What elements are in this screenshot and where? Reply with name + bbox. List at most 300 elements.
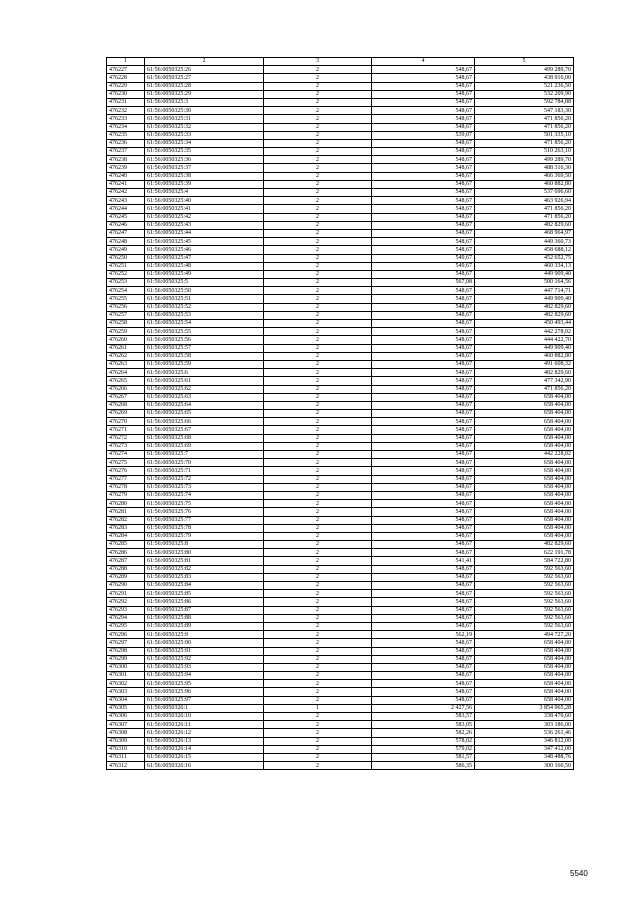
table-row: [107, 434, 574, 442]
area-cell: 548,67: [372, 328, 475, 336]
type-cell: 2: [264, 573, 372, 581]
area-cell: 548,67: [372, 172, 475, 180]
cadastral-number-cell: 61:56:0050325:35: [145, 148, 264, 156]
value-cell: 658 404,00: [475, 524, 574, 532]
area-cell: 548,67: [372, 303, 475, 311]
cadastral-number-cell: 61:56:0050325:88: [145, 614, 264, 622]
cadastral-number-cell: 61:56:0050326:16: [145, 762, 264, 770]
row-id-cell: 476279: [107, 491, 145, 499]
type-cell: 2: [264, 500, 372, 508]
area-cell: 548,67: [372, 139, 475, 147]
area-cell: 548,67: [372, 655, 475, 663]
cadastral-number-cell: 61:56:0050325:63: [145, 393, 264, 401]
type-cell: 2: [264, 98, 372, 106]
row-id-cell: 476283: [107, 524, 145, 532]
table-row: [107, 459, 574, 467]
cadastral-number-cell: 61:56:0050325:66: [145, 418, 264, 426]
value-cell: 500 164,56: [475, 279, 574, 287]
type-cell: 2: [264, 82, 372, 90]
table-row: [107, 156, 574, 164]
area-cell: 548,67: [372, 287, 475, 295]
type-cell: 2: [264, 451, 372, 459]
cadastral-number-cell: 61:56:0050325:62: [145, 385, 264, 393]
type-cell: 2: [264, 311, 372, 319]
row-id-cell: 476307: [107, 721, 145, 729]
value-cell: 347 412,00: [475, 745, 574, 753]
cadastral-number-cell: 61:56:0050325:73: [145, 483, 264, 491]
area-cell: 548,67: [372, 295, 475, 303]
type-cell: 2: [264, 721, 372, 729]
cadastral-number-cell: 61:56:0050325:50: [145, 287, 264, 295]
value-cell: 658 404,00: [475, 410, 574, 418]
value-cell: 592 563,60: [475, 614, 574, 622]
cadastral-number-cell: 61:56:0050325:8: [145, 541, 264, 549]
cadastral-number-cell: 61:56:0050326:10: [145, 713, 264, 721]
value-cell: 348 488,76: [475, 753, 574, 761]
table-row: [107, 262, 574, 270]
area-cell: 548,67: [372, 516, 475, 524]
row-id-cell: 476310: [107, 745, 145, 753]
area-cell: 548,67: [372, 426, 475, 434]
cadastral-number-cell: 61:56:0050325:68: [145, 434, 264, 442]
cadastral-number-cell: 61:56:0050325:41: [145, 205, 264, 213]
cadastral-number-cell: 61:56:0050325:31: [145, 115, 264, 123]
type-cell: 2: [264, 320, 372, 328]
area-cell: 548,67: [372, 352, 475, 360]
row-id-cell: 476302: [107, 680, 145, 688]
table-row: [107, 483, 574, 491]
cadastral-number-cell: 61:56:0050325:61: [145, 377, 264, 385]
area-cell: 548,67: [372, 573, 475, 581]
cadastral-number-cell: 61:56:0050325:5: [145, 279, 264, 287]
value-cell: 658 404,00: [475, 516, 574, 524]
cadastral-number-cell: 61:56:0050325:69: [145, 442, 264, 450]
value-cell: 658 404,00: [475, 491, 574, 499]
area-cell: 549,67: [372, 262, 475, 270]
cadastral-number-cell: 61:56:0050325:36: [145, 156, 264, 164]
table-row: [107, 254, 574, 262]
cadastral-number-cell: 61:56:0050326:11: [145, 721, 264, 729]
table-row: [107, 418, 574, 426]
type-cell: 2: [264, 688, 372, 696]
cadastral-number-cell: 61:56:0050325:40: [145, 197, 264, 205]
type-cell: 2: [264, 680, 372, 688]
table-row: [107, 524, 574, 532]
value-cell: 468 964,97: [475, 229, 574, 237]
type-cell: 2: [264, 508, 372, 516]
value-cell: 658 404,00: [475, 401, 574, 409]
row-id-cell: 476260: [107, 336, 145, 344]
area-cell: 586,35: [372, 762, 475, 770]
type-cell: 2: [264, 393, 372, 401]
type-cell: 2: [264, 254, 372, 262]
row-id-cell: 476236: [107, 139, 145, 147]
area-cell: 579,02: [372, 745, 475, 753]
value-cell: 300 160,50: [475, 762, 574, 770]
table-row: [107, 328, 574, 336]
cadastral-number-cell: 61:56:0050325:26: [145, 66, 264, 74]
cadastral-number-cell: 61:56:0050326:14: [145, 745, 264, 753]
value-cell: 482 829,60: [475, 311, 574, 319]
value-cell: 3 854 965,28: [475, 704, 574, 712]
type-cell: 2: [264, 221, 372, 229]
area-cell: 548,67: [372, 598, 475, 606]
value-cell: 442 278,02: [475, 328, 574, 336]
area-cell: 548,67: [372, 467, 475, 475]
type-cell: 2: [264, 647, 372, 655]
row-id-cell: 476311: [107, 753, 145, 761]
type-cell: 2: [264, 745, 372, 753]
value-cell: 449 909,40: [475, 344, 574, 352]
table-row: [107, 467, 574, 475]
value-cell: 471 856,20: [475, 123, 574, 131]
value-cell: 592 563,60: [475, 565, 574, 573]
value-cell: 466 369,50: [475, 172, 574, 180]
cadastral-number-cell: 61:56:0050325:83: [145, 573, 264, 581]
cadastral-number-cell: 61:56:0050325:30: [145, 107, 264, 115]
cadastral-number-cell: 61:56:0050325:58: [145, 352, 264, 360]
row-id-cell: 476304: [107, 696, 145, 704]
table-row: [107, 565, 574, 573]
value-cell: 477 342,90: [475, 377, 574, 385]
row-id-cell: 476237: [107, 148, 145, 156]
row-id-cell: 476268: [107, 401, 145, 409]
type-cell: 2: [264, 442, 372, 450]
cadastral-number-cell: 61:56:0050325:54: [145, 320, 264, 328]
type-cell: 2: [264, 360, 372, 368]
cadastral-number-cell: 61:56:0050325:97: [145, 696, 264, 704]
value-cell: 658 404,00: [475, 508, 574, 516]
row-id-cell: 476264: [107, 369, 145, 377]
area-cell: 548,67: [372, 483, 475, 491]
row-id-cell: 476231: [107, 98, 145, 106]
value-cell: 499 289,70: [475, 156, 574, 164]
value-cell: 491 608,32: [475, 360, 574, 368]
value-cell: 592 563,60: [475, 590, 574, 598]
table-row: [107, 344, 574, 352]
table-row: [107, 672, 574, 680]
type-cell: 2: [264, 491, 372, 499]
cadastral-number-cell: 61:56:0050325:85: [145, 590, 264, 598]
area-cell: 548,67: [372, 189, 475, 197]
cadastral-number-cell: 61:56:0050325:59: [145, 360, 264, 368]
value-cell: 537 696,60: [475, 189, 574, 197]
value-cell: 303 186,00: [475, 721, 574, 729]
area-cell: 582,26: [372, 729, 475, 737]
cadastral-number-cell: 61:56:0050325:74: [145, 491, 264, 499]
type-cell: 2: [264, 418, 372, 426]
cadastral-number-cell: 61:56:0050325:86: [145, 598, 264, 606]
value-cell: 471 856,20: [475, 139, 574, 147]
type-cell: 2: [264, 565, 372, 573]
row-id-cell: 476245: [107, 213, 145, 221]
cadastral-number-cell: 61:56:0050325:57: [145, 344, 264, 352]
value-cell: 471 856,20: [475, 205, 574, 213]
type-cell: 2: [264, 180, 372, 188]
area-cell: 548,67: [372, 491, 475, 499]
type-cell: 2: [264, 205, 372, 213]
value-cell: 592 563,60: [475, 582, 574, 590]
row-id-cell: 476291: [107, 590, 145, 598]
area-cell: 548,67: [372, 434, 475, 442]
type-cell: 2: [264, 131, 372, 139]
type-cell: 2: [264, 753, 372, 761]
table-row: [107, 123, 574, 131]
table-row: [107, 90, 574, 98]
area-cell: 548,67: [372, 688, 475, 696]
type-cell: 2: [264, 377, 372, 385]
table-row: [107, 139, 574, 147]
row-id-cell: 476250: [107, 254, 145, 262]
table-row: [107, 606, 574, 614]
type-cell: 2: [264, 729, 372, 737]
area-cell: 548,67: [372, 344, 475, 352]
table-row: [107, 762, 574, 770]
row-id-cell: 476259: [107, 328, 145, 336]
area-cell: 548,67: [372, 401, 475, 409]
row-id-cell: 476271: [107, 426, 145, 434]
table-row: [107, 213, 574, 221]
type-cell: 2: [264, 762, 372, 770]
cadastral-number-cell: 61:56:0050325:45: [145, 238, 264, 246]
value-cell: 658 404,00: [475, 639, 574, 647]
cadastral-number-cell: 61:56:0050325:78: [145, 524, 264, 532]
type-cell: 2: [264, 549, 372, 557]
row-id-cell: 476228: [107, 74, 145, 82]
area-cell: 548,67: [372, 385, 475, 393]
type-cell: 2: [264, 213, 372, 221]
cadastral-number-cell: 61:56:0050325:70: [145, 459, 264, 467]
row-id-cell: 476280: [107, 500, 145, 508]
area-cell: 548,67: [372, 156, 475, 164]
value-cell: 452 652,75: [475, 254, 574, 262]
table-row: [107, 696, 574, 704]
table-row: [107, 573, 574, 581]
area-cell: 548,67: [372, 590, 475, 598]
cadastral-number-cell: 61:56:0050325:9: [145, 631, 264, 639]
value-cell: 460 882,80: [475, 180, 574, 188]
area-cell: 548,67: [372, 672, 475, 680]
value-cell: 592 563,60: [475, 606, 574, 614]
table-row: [107, 221, 574, 229]
area-cell: 548,67: [372, 320, 475, 328]
type-cell: 2: [264, 352, 372, 360]
table-row: [107, 582, 574, 590]
row-id-cell: 476232: [107, 107, 145, 115]
area-cell: 548,67: [372, 606, 475, 614]
area-cell: 548,67: [372, 74, 475, 82]
area-cell: 583,05: [372, 721, 475, 729]
cadastral-number-cell: 61:56:0050325:6: [145, 369, 264, 377]
table-row: [107, 729, 574, 737]
table-row: [107, 287, 574, 295]
value-cell: 482 829,60: [475, 221, 574, 229]
row-id-cell: 476274: [107, 451, 145, 459]
type-cell: 2: [264, 123, 372, 131]
row-id-cell: 476292: [107, 598, 145, 606]
table-row: [107, 279, 574, 287]
table-row: [107, 442, 574, 450]
value-cell: 494 727,20: [475, 631, 574, 639]
row-id-cell: 476276: [107, 467, 145, 475]
row-id-cell: 476267: [107, 393, 145, 401]
area-cell: 548,67: [372, 639, 475, 647]
row-id-cell: 476309: [107, 737, 145, 745]
table-row: [107, 647, 574, 655]
row-id-cell: 476263: [107, 360, 145, 368]
value-cell: 438 916,00: [475, 74, 574, 82]
row-id-cell: 476308: [107, 729, 145, 737]
table-row: [107, 713, 574, 721]
area-cell: 548,67: [372, 532, 475, 540]
cadastral-number-cell: 61:56:0050325:94: [145, 672, 264, 680]
table-row: [107, 320, 574, 328]
cadastral-number-cell: 61:56:0050325:39: [145, 180, 264, 188]
type-cell: 2: [264, 655, 372, 663]
type-cell: 2: [264, 516, 372, 524]
row-id-cell: 476286: [107, 549, 145, 557]
row-id-cell: 476293: [107, 606, 145, 614]
area-cell: 548,67: [372, 508, 475, 516]
value-cell: 471 856,20: [475, 385, 574, 393]
area-cell: 548,67: [372, 311, 475, 319]
table-header-row: [107, 58, 574, 66]
cadastral-number-cell: 61:56:0050325:38: [145, 172, 264, 180]
table-row: [107, 704, 574, 712]
table-row: [107, 360, 574, 368]
area-cell: 548,67: [372, 663, 475, 671]
value-cell: 482 829,60: [475, 541, 574, 549]
cadastral-number-cell: 61:56:0050325:37: [145, 164, 264, 172]
value-cell: 460 882,80: [475, 352, 574, 360]
type-cell: 2: [264, 369, 372, 377]
table-row: [107, 410, 574, 418]
value-cell: 488 316,30: [475, 164, 574, 172]
type-cell: 2: [264, 401, 372, 409]
type-cell: 2: [264, 434, 372, 442]
type-cell: 2: [264, 197, 372, 205]
table-row: [107, 745, 574, 753]
cadastral-number-cell: 61:56:0050325:77: [145, 516, 264, 524]
cadastral-number-cell: 61:56:0050325:67: [145, 426, 264, 434]
area-cell: 548,67: [372, 500, 475, 508]
area-cell: 548,67: [372, 213, 475, 221]
area-cell: 2 427,56: [372, 704, 475, 712]
table-row: [107, 655, 574, 663]
table-body: [107, 66, 574, 770]
value-cell: 592 784,88: [475, 98, 574, 106]
table-row: [107, 663, 574, 671]
area-cell: 548,67: [372, 565, 475, 573]
area-cell: 548,67: [372, 115, 475, 123]
area-cell: 578,02: [372, 737, 475, 745]
table-row: [107, 500, 574, 508]
type-cell: 2: [264, 336, 372, 344]
cadastral-number-cell: 61:56:0050326:15: [145, 753, 264, 761]
table-row: [107, 189, 574, 197]
area-cell: 548,67: [372, 459, 475, 467]
area-cell: 562,19: [372, 631, 475, 639]
row-id-cell: 476294: [107, 614, 145, 622]
table-row: [107, 557, 574, 565]
type-cell: 2: [264, 246, 372, 254]
table-row: [107, 295, 574, 303]
value-cell: 471 856,20: [475, 115, 574, 123]
cadastral-number-cell: 61:56:0050325:28: [145, 82, 264, 90]
type-cell: 2: [264, 74, 372, 82]
row-id-cell: 476235: [107, 131, 145, 139]
area-cell: 548,67: [372, 238, 475, 246]
cadastral-number-cell: 61:56:0050325:75: [145, 500, 264, 508]
type-cell: 2: [264, 663, 372, 671]
cadastral-number-cell: 61:56:0050325:90: [145, 639, 264, 647]
type-cell: 2: [264, 287, 372, 295]
table-row: [107, 451, 574, 459]
type-cell: 2: [264, 696, 372, 704]
table-row: [107, 82, 574, 90]
value-cell: 510 263,10: [475, 148, 574, 156]
row-id-cell: 476288: [107, 565, 145, 573]
row-id-cell: 476249: [107, 246, 145, 254]
value-cell: 592 563,60: [475, 622, 574, 630]
type-cell: 2: [264, 229, 372, 237]
row-id-cell: 476284: [107, 532, 145, 540]
table-row: [107, 352, 574, 360]
value-cell: 450 493,44: [475, 320, 574, 328]
table-row: [107, 401, 574, 409]
area-cell: 548,67: [372, 369, 475, 377]
row-id-cell: 476239: [107, 164, 145, 172]
cadastral-number-cell: 61:56:0050325:33: [145, 131, 264, 139]
row-id-cell: 476278: [107, 483, 145, 491]
table-row: [107, 541, 574, 549]
row-id-cell: 476255: [107, 295, 145, 303]
area-cell: 548,67: [372, 246, 475, 254]
area-cell: 548,67: [372, 549, 475, 557]
cadastral-number-cell: 61:56:0050325:89: [145, 622, 264, 630]
cadastral-number-cell: 61:56:0050325:29: [145, 90, 264, 98]
row-id-cell: 476254: [107, 287, 145, 295]
type-cell: 2: [264, 295, 372, 303]
cadastral-number-cell: 61:56:0050325:51: [145, 295, 264, 303]
table-row: [107, 475, 574, 483]
area-cell: 548,67: [372, 148, 475, 156]
row-id-cell: 476229: [107, 82, 145, 90]
type-cell: 2: [264, 238, 372, 246]
table-row: [107, 205, 574, 213]
table-row: [107, 311, 574, 319]
type-cell: 2: [264, 557, 372, 565]
row-id-cell: 476272: [107, 434, 145, 442]
cadastral-number-cell: 61:56:0050325:65: [145, 410, 264, 418]
table-row: [107, 164, 574, 172]
area-cell: 548,67: [372, 680, 475, 688]
cadastral-number-cell: 61:56:0050325:27: [145, 74, 264, 82]
type-cell: 2: [264, 90, 372, 98]
row-id-cell: 476234: [107, 123, 145, 131]
area-cell: 548,67: [372, 475, 475, 483]
cadastral-number-cell: 61:56:0050325:93: [145, 663, 264, 671]
value-cell: 658 404,00: [475, 442, 574, 450]
type-cell: 2: [264, 467, 372, 475]
row-id-cell: 476299: [107, 655, 145, 663]
row-id-cell: 476306: [107, 713, 145, 721]
value-cell: 658 404,00: [475, 696, 574, 704]
row-id-cell: 476252: [107, 270, 145, 278]
type-cell: 2: [264, 532, 372, 540]
row-id-cell: 476289: [107, 573, 145, 581]
value-cell: 658 404,00: [475, 532, 574, 540]
